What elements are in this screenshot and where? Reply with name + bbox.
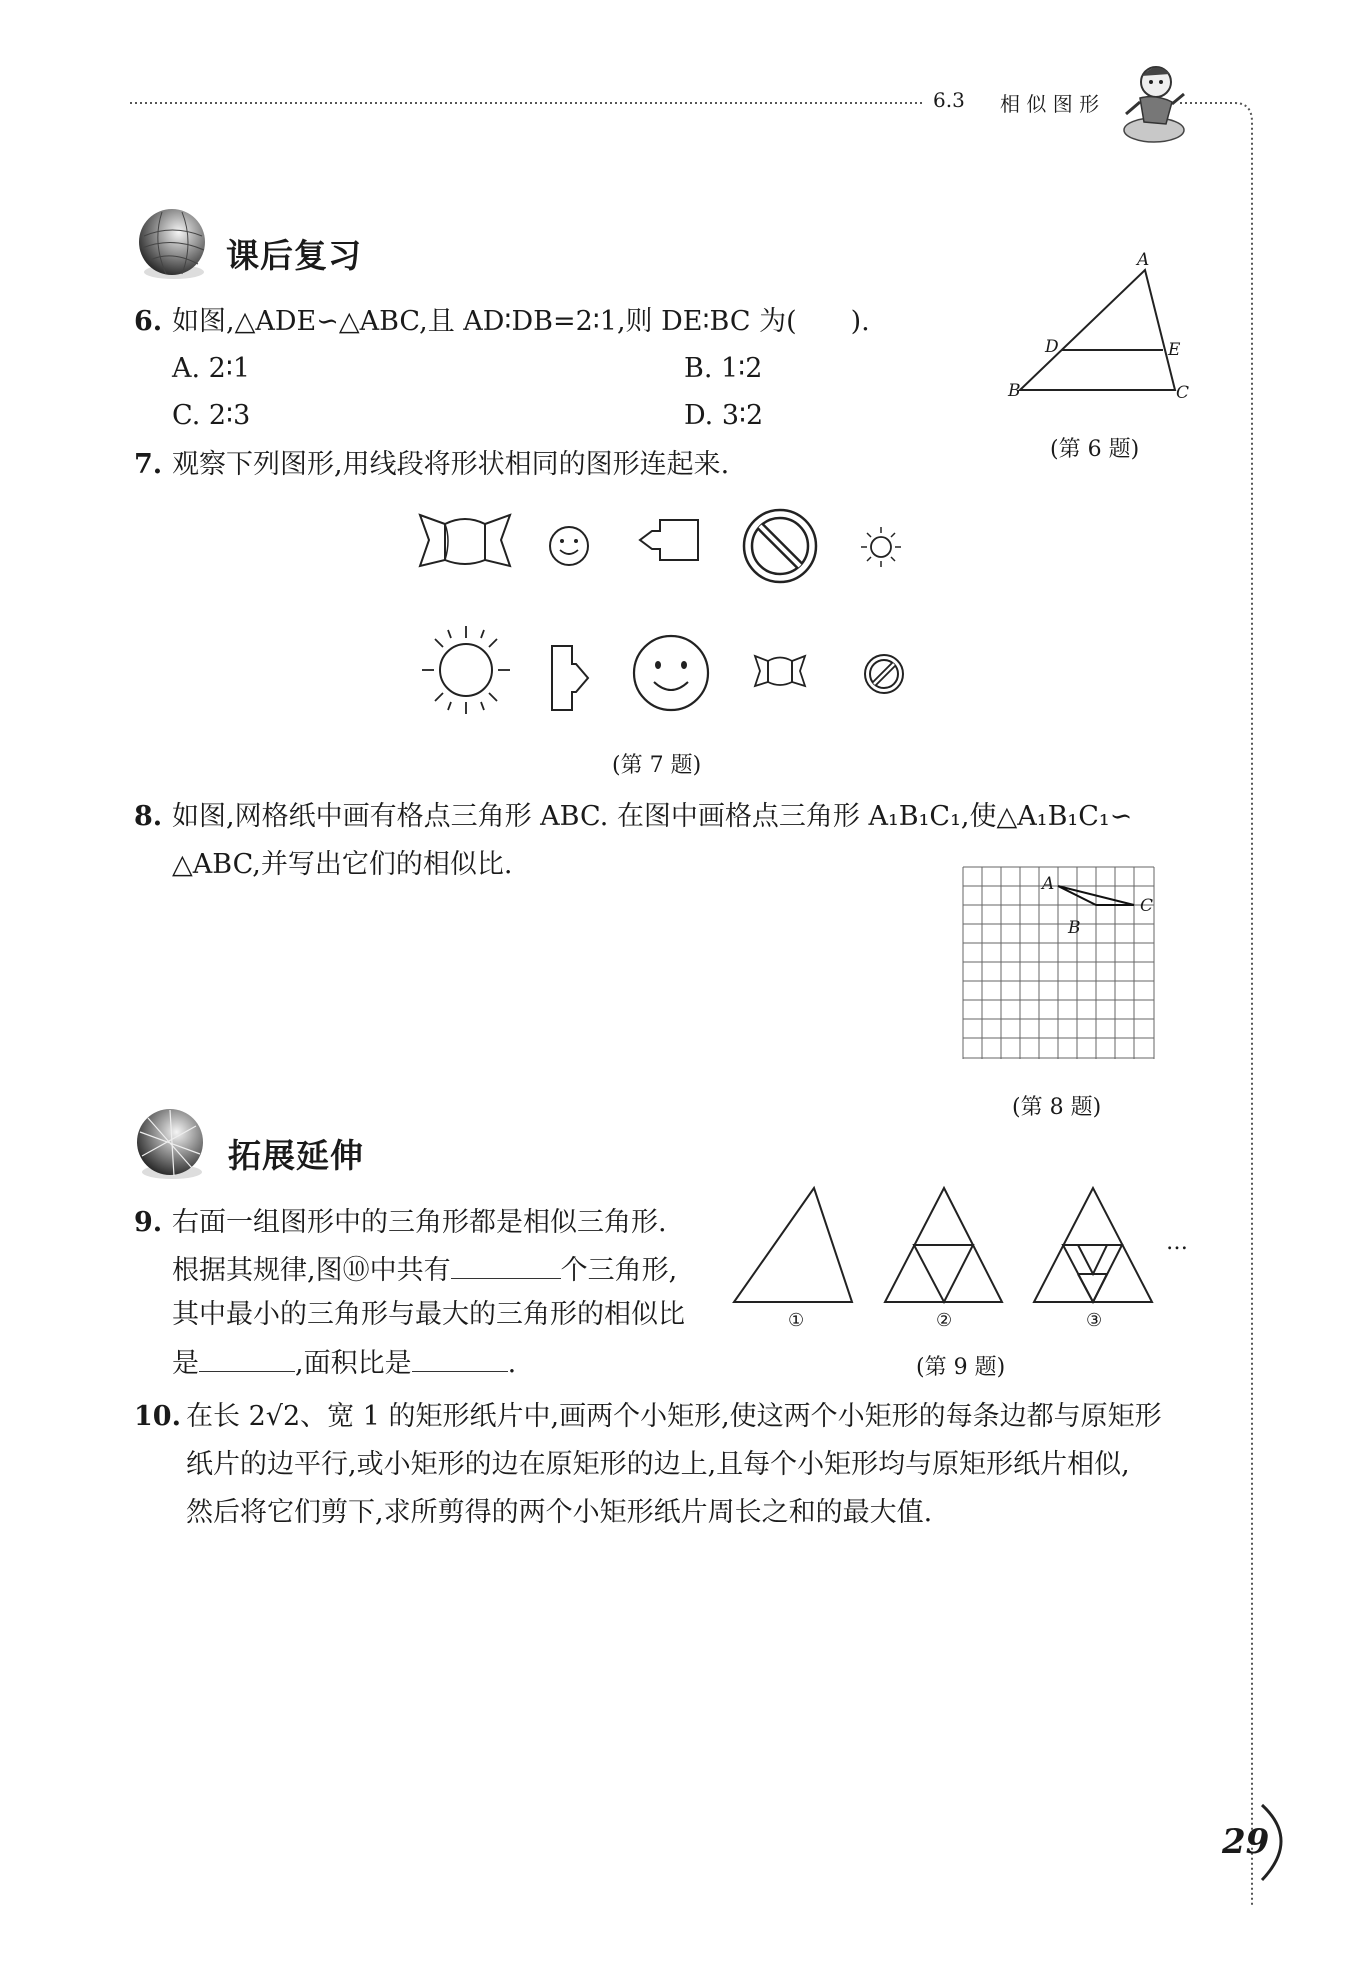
q10-text-line3: 然后将它们剪下,求所剪得的两个小矩形纸片周长之和的最大值.	[186, 1497, 933, 1528]
q9-line2-suffix: 个三角形,	[560, 1255, 678, 1286]
q9-line4-middle: ,面积比是	[295, 1348, 412, 1379]
q6-text: 如图,△ADE∽△ABC,且 AD∶DB=2∶1,则 DE∶BC 为( ).	[172, 306, 870, 337]
q9-blank-count[interactable]	[451, 1250, 561, 1279]
q7-number: 7.	[134, 449, 163, 480]
q9-text-line4	[172, 1343, 516, 1383]
q6-option-b: B. 1∶2	[684, 353, 763, 384]
q9-triangles-figure	[730, 1184, 1170, 1306]
q9-number: 9.	[134, 1207, 163, 1238]
sun-large-icon	[420, 624, 512, 716]
no-sign-large-icon	[740, 506, 820, 586]
q6-triangle-figure	[1000, 250, 1200, 410]
q9-text-line2	[172, 1250, 677, 1290]
arrow-box-rotated-icon	[546, 642, 594, 714]
sun-small-icon	[858, 524, 904, 570]
section-title-review: 课后复习	[226, 236, 362, 275]
q6-label-b: B	[1008, 381, 1021, 401]
header-title: 相 似 图 形	[1000, 92, 1100, 116]
q8-grid-figure	[962, 866, 1156, 1060]
q7-caption: (第 7 题)	[612, 753, 702, 778]
q8-label-a: A	[1042, 874, 1055, 894]
q7-text: 观察下列图形,用线段将形状相同的图形连起来.	[172, 449, 730, 480]
header-section-number: 6.3	[933, 88, 965, 112]
q6-option-d: D. 3∶2	[684, 400, 764, 431]
q9-line4-prefix: 是	[172, 1348, 199, 1379]
q9-text-line1: 右面一组图形中的三角形都是相似三角形.	[172, 1207, 667, 1238]
arrow-box-small-icon	[630, 515, 702, 565]
globe-icon	[132, 206, 210, 284]
q9-figure-label-3: ③	[1086, 1310, 1103, 1331]
q9-blank-ratio[interactable]	[199, 1343, 295, 1372]
page-number: 29	[1222, 1822, 1270, 1862]
q6-label-a: A	[1137, 250, 1150, 270]
q9-line2-prefix: 根据其规律,图⑩中共有	[172, 1255, 451, 1286]
q8-text-line2: △ABC,并写出它们的相似比.	[172, 849, 513, 880]
ribbon-large-icon	[415, 510, 515, 572]
q8-caption: (第 8 题)	[1012, 1095, 1102, 1120]
globe-icon	[130, 1106, 208, 1184]
smiley-small-icon	[546, 523, 592, 569]
ribbon-small-icon	[752, 652, 808, 692]
q9-blank-area-ratio[interactable]	[412, 1343, 508, 1372]
q6-label-c: C	[1176, 383, 1190, 403]
q8-label-c: C	[1140, 896, 1154, 916]
q8-label-b: B	[1068, 918, 1081, 938]
q6-number: 6.	[134, 306, 163, 337]
q9-text-line3: 其中最小的三角形与最大的三角形的相似比	[172, 1299, 685, 1330]
q10-text-line2: 纸片的边平行,或小矩形的边在原矩形的边上,且每个小矩形均与原矩形纸片相似,	[186, 1449, 1130, 1480]
q10-number: 10.	[134, 1401, 181, 1432]
q8-text-line1: 如图,网格纸中画有格点三角形 ABC. 在图中画格点三角形 A₁B₁C₁,使△A₁B₁C₁∽	[172, 801, 1133, 832]
mascot-icon	[1118, 58, 1190, 148]
section-title-extension: 拓展延伸	[228, 1136, 364, 1175]
no-sign-small-icon	[862, 652, 906, 696]
q9-ellipsis: …	[1166, 1230, 1188, 1255]
smiley-large-icon	[630, 632, 712, 714]
q9-figure-label-2: ②	[936, 1310, 953, 1331]
q6-label-e: E	[1168, 340, 1181, 360]
q6-label-d: D	[1045, 337, 1059, 357]
q9-line4-suffix: .	[507, 1348, 517, 1379]
q6-caption: (第 6 题)	[1050, 437, 1140, 462]
q10-text-line1: 在长 2√2、宽 1 的矩形纸片中,画两个小矩形,使这两个小矩形的每条边都与原矩形	[186, 1401, 1162, 1432]
q8-number: 8.	[134, 801, 163, 832]
q6-option-a: A. 2∶1	[172, 353, 251, 384]
q6-option-c: C. 2∶3	[172, 400, 251, 431]
q9-caption: (第 9 题)	[916, 1355, 1006, 1380]
q9-figure-label-1: ①	[788, 1310, 805, 1331]
